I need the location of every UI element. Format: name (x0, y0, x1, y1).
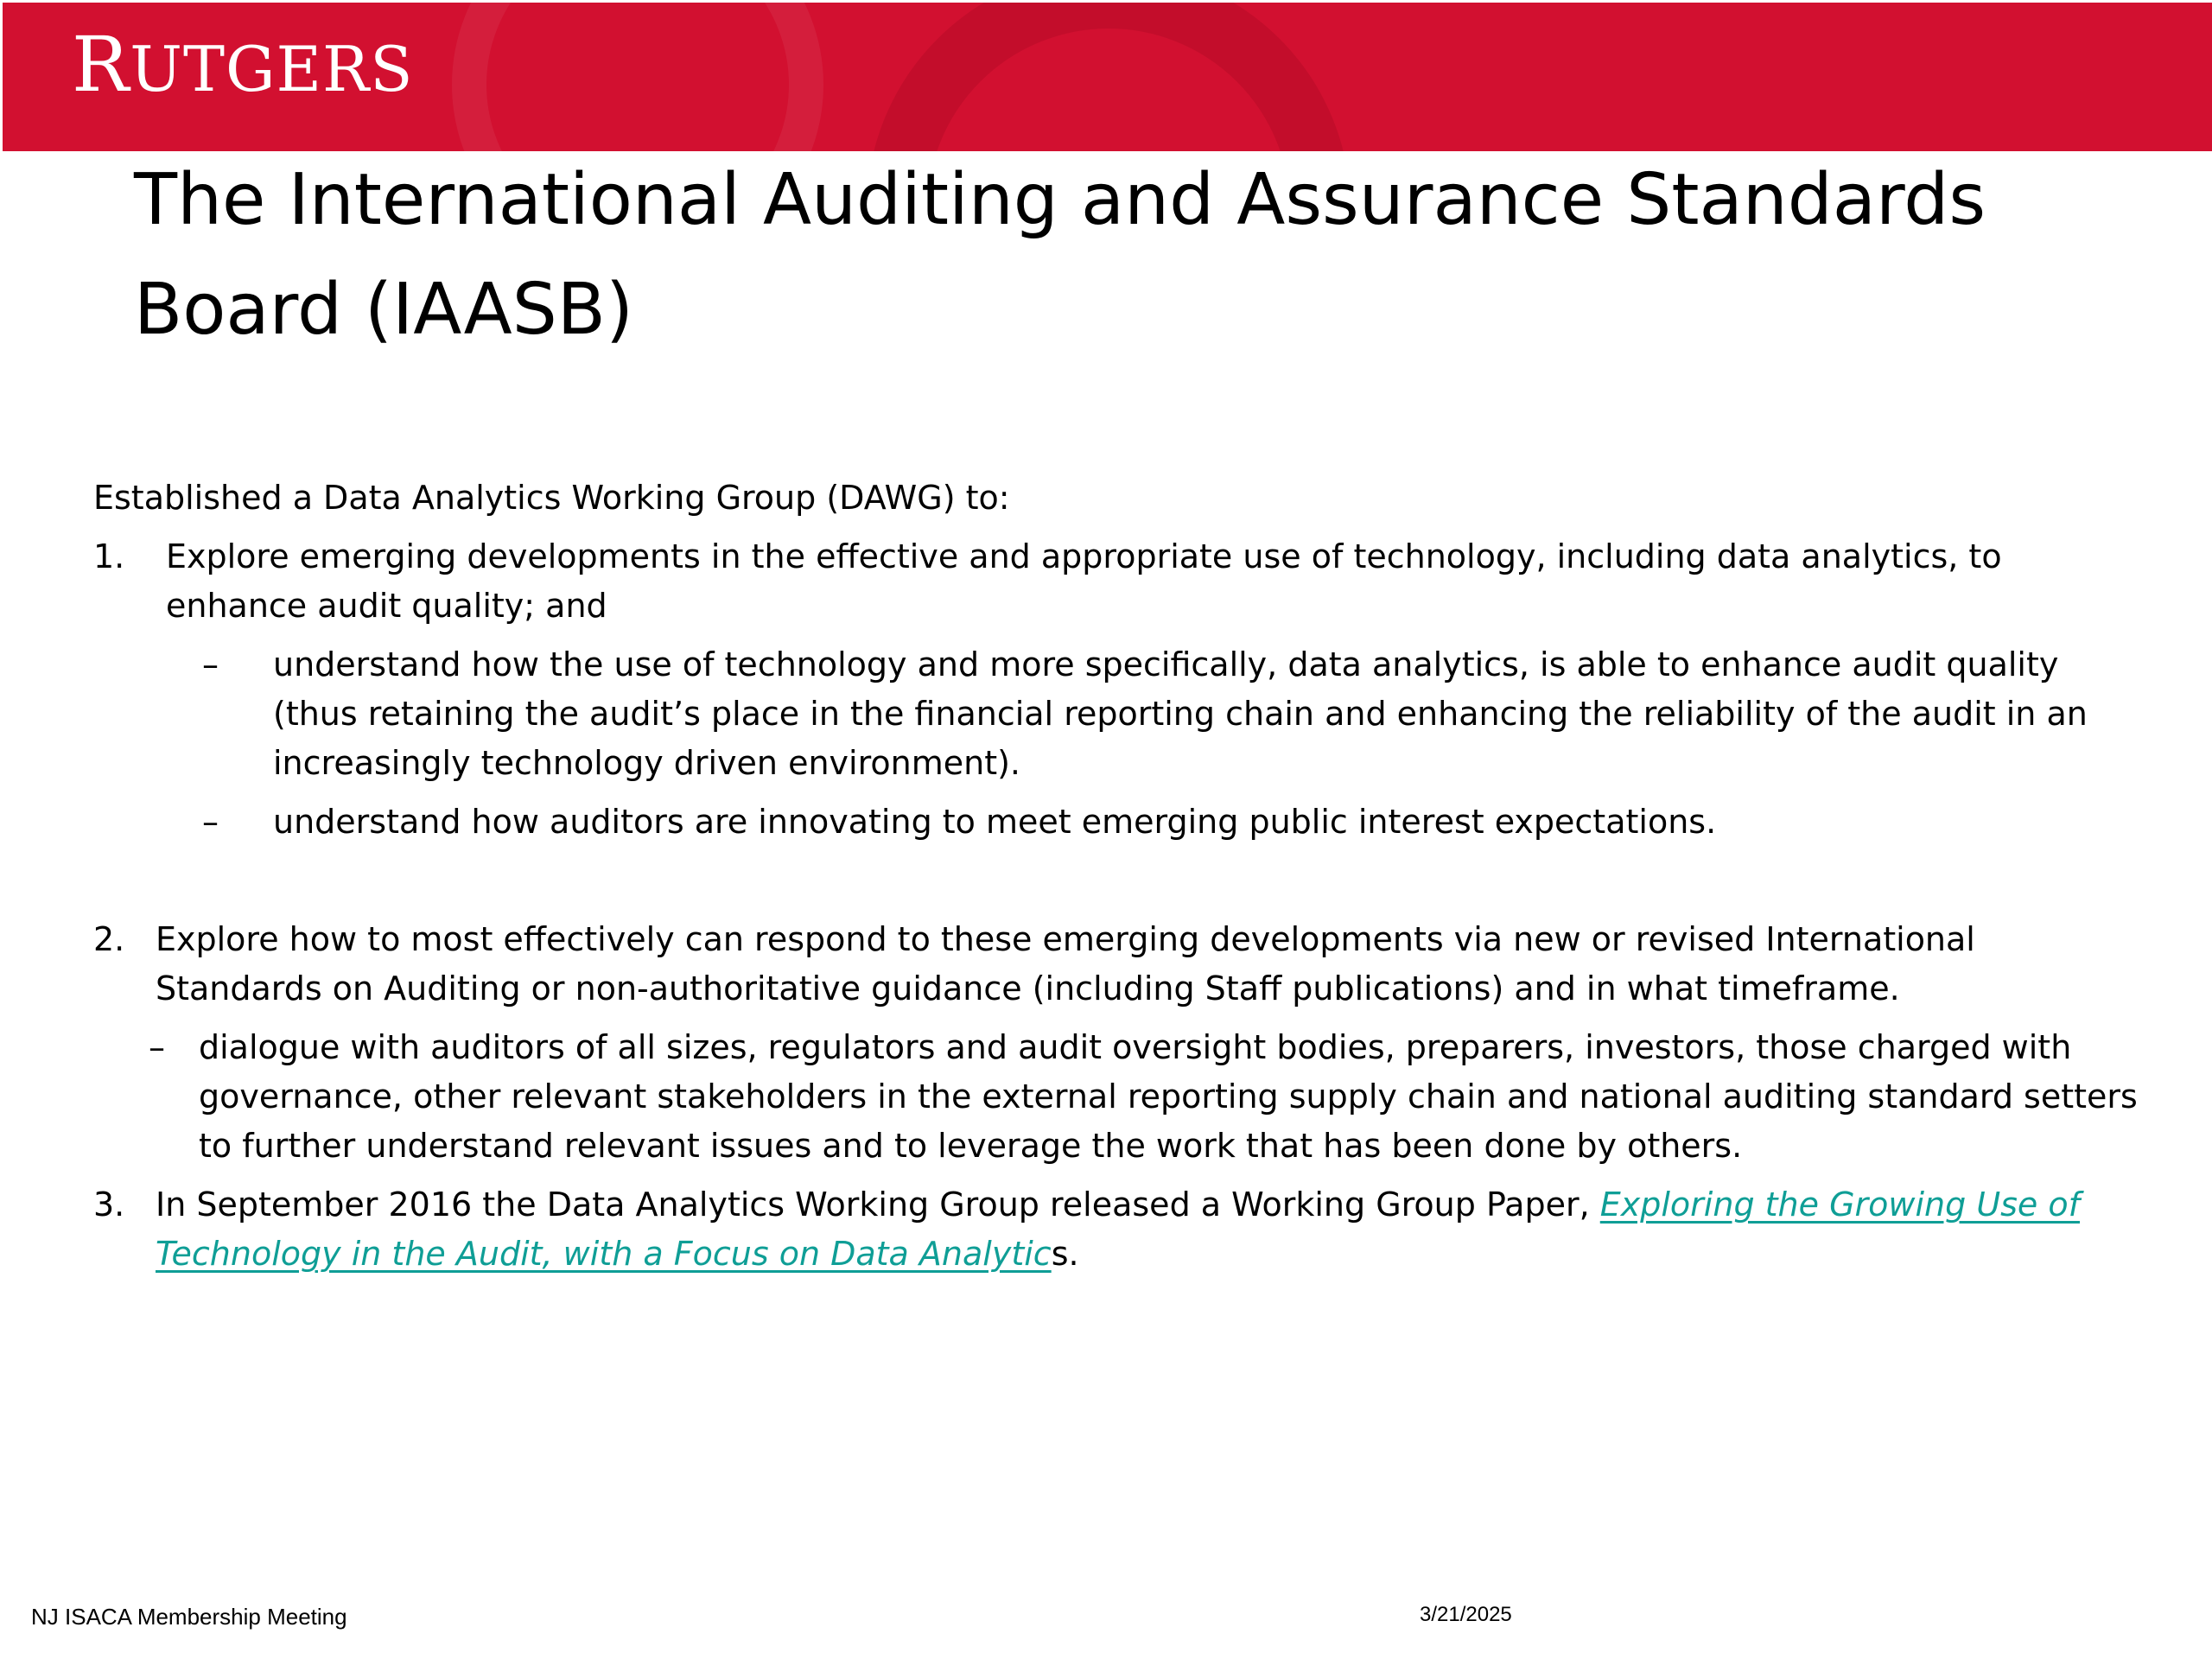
list-item-1-text: Explore emerging developments in the effective and appropriate use of technology, including data analytics, to enhance audit quality; and (166, 537, 2002, 625)
logo-rest: UTGERS (130, 33, 414, 105)
sub-bullet-1b-text: understand how auditors are innovating to meet emerging public interest expectations. (273, 803, 1717, 841)
footer-date: 3/21/2025 (1420, 1603, 1512, 1626)
logo-initial: R (72, 20, 130, 109)
working-group-paper-link[interactable]: Exploring the Growing Use of Technology in the Audit, with a Focus on Data Analytic (156, 1185, 2081, 1273)
sub-bullet-1a (93, 640, 2141, 788)
title-line-1: The International Auditing and Assurance Standards (134, 159, 1986, 241)
list-item-2-text: Explore how to most effectively can respond to these emerging developments via new or revised International Standards on Auditing or non-authoritative guidance (including Staff publications) and in what timeframe. (156, 920, 1975, 1007)
slide-body (93, 474, 2141, 1288)
list-item-1 (93, 532, 2141, 631)
footer-event-name: NJ ISACA Membership Meeting (31, 1604, 347, 1630)
list-number-3: 3. (93, 1185, 125, 1224)
sub-bullet-2a-text: dialogue with auditors of all sizes, regulators and audit oversight bodies, preparers, investors, those charged with governance, other relevant stakeholders in the external reporting supply chain and national auditing standard setters to further understand relevant issues and to leverage the work that has been done by others. (199, 1028, 2138, 1165)
list-number-2: 2. (93, 920, 125, 958)
list-item-2 (93, 915, 2141, 1014)
dash-bullet-icon: – (202, 645, 219, 683)
list-item-3 (93, 1180, 2141, 1279)
dash-bullet-icon: – (202, 803, 219, 841)
header-band (3, 3, 2212, 151)
sub-bullet-1a-text: understand how the use of technology and more specifically, data analytics, is able to enhance audit quality (thus retaining the audit’s place in the financial reporting chain and enhancing the reliability of the audit in an increasingly technology driven environment). (273, 645, 2088, 782)
rutgers-logo (72, 20, 414, 109)
list-number-1: 1. (93, 537, 125, 575)
list-item-3-suffix: s. (1051, 1235, 1079, 1273)
sub-bullet-2a (93, 1023, 2141, 1171)
sub-bullet-1b (93, 798, 2141, 847)
list-item-3-text: In September 2016 the Data Analytics Working Group released a Working Group Paper, (156, 1185, 1600, 1224)
slide-title (134, 145, 2139, 365)
spacer (93, 856, 2141, 915)
dash-bullet-icon: – (149, 1028, 165, 1066)
intro-text: Established a Data Analytics Working Group (DAWG) to: (93, 479, 1010, 517)
title-line-2: Board (IAASB) (134, 269, 634, 351)
